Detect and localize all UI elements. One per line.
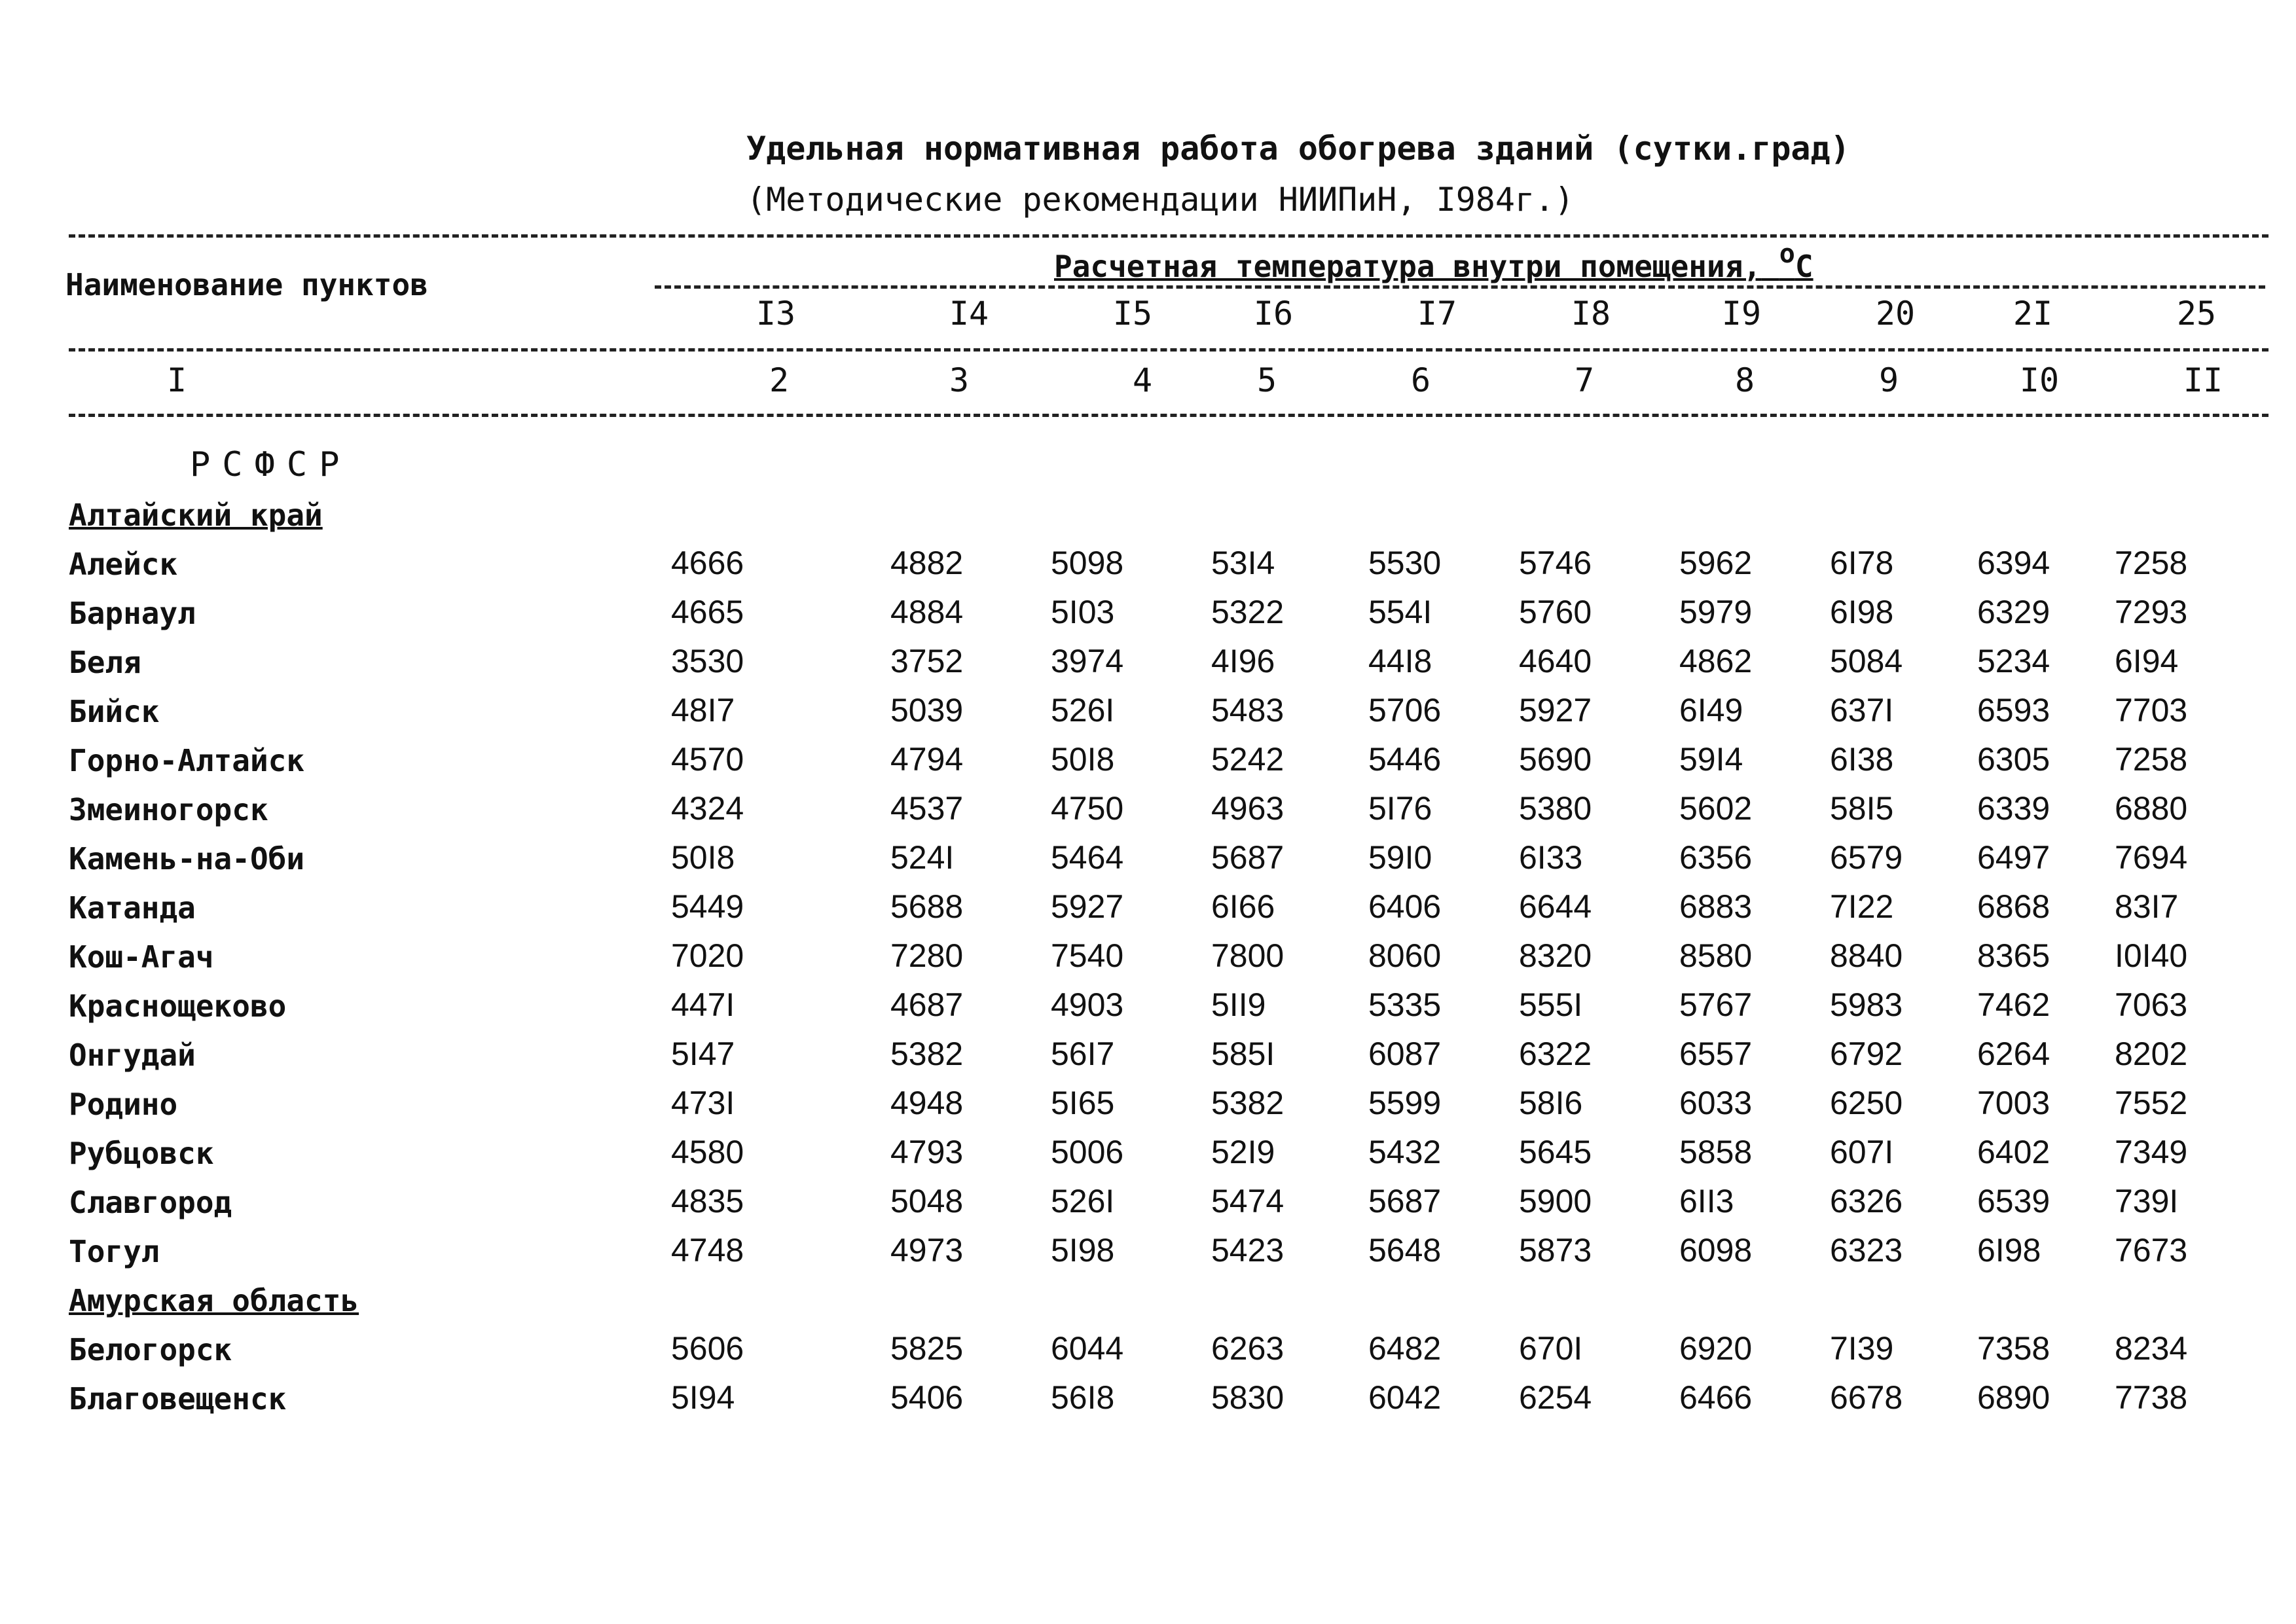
table-cell-value: 8580 [1679,937,1753,974]
table-cell-value: 5746 [1519,545,1592,581]
table-cell-value: 59I4 [1679,741,1743,778]
table-cell-value: 473I [671,1085,735,1121]
table-cell-value: 6406 [1368,888,1442,925]
header-temp-degree: o [1779,239,1795,269]
table-cell-value: 4666 [671,545,744,581]
table-cell-value: 4963 [1211,790,1285,827]
table-cell-value: 5242 [1211,741,1285,778]
table-cell-value: 6920 [1679,1330,1753,1367]
page-title: Удельная нормативная работа обогрева зданий (сутки.град) [746,130,1850,168]
table-cell-value: 585I [1211,1036,1275,1072]
table-cell-value: 5406 [890,1379,964,1416]
table-cell-value: 4794 [890,741,964,778]
header-temp-label [1054,239,1813,284]
column-number-cell: 6 [1410,361,1431,399]
table-cell-value: 53I4 [1211,545,1275,581]
table-cell-value: 4948 [890,1085,964,1121]
table-cell-value: 7293 [2115,594,2188,630]
table-cell-value: 6356 [1679,839,1753,876]
table-cell-value: 4I96 [1211,643,1275,679]
table-cell-value: 554I [1368,594,1432,630]
table-cell-value: 4884 [890,594,964,630]
temperature-header-cell: I6 [1253,295,1294,333]
table-cell-value: 6678 [1830,1379,1903,1416]
table-cell-value: 7020 [671,937,744,974]
table-cell-value: 4903 [1051,986,1124,1023]
table-cell-value: 6579 [1830,839,1903,876]
table-cell-value: 447I [671,986,735,1023]
table-cell-value: 4687 [890,986,964,1023]
table-cell-value: 6394 [1977,545,2050,581]
table-cell-value: 6329 [1977,594,2050,630]
temperature-header-cell: 2I [2013,295,2053,333]
temperature-header-cell: 20 [1875,295,1916,333]
table-cell-value: 5645 [1519,1134,1592,1170]
table-cell-value: 4973 [890,1232,964,1269]
table-cell-value: 59I0 [1368,839,1432,876]
table-cell-value: 5983 [1830,986,1903,1023]
table-cell-value: 5599 [1368,1085,1442,1121]
row-location-name: Рубцовск [69,1136,214,1171]
table-cell-value: 5830 [1211,1379,1285,1416]
table-cell-value: 6482 [1368,1330,1442,1367]
table-cell-value: 6326 [1830,1183,1903,1219]
column-number-cell: 3 [949,361,970,399]
table-cell-value: 5900 [1519,1183,1592,1219]
table-cell-value: 83I7 [2115,888,2179,925]
column-number-cell: 5 [1256,361,1277,399]
table-cell-value: 5I94 [671,1379,735,1416]
header-points-label: Наименование пунктов [65,267,428,302]
table-cell-value: 5I76 [1368,790,1432,827]
section-heading: Алтайский край [69,497,323,533]
table-cell-value: 6305 [1977,741,2050,778]
table-cell-value: 6I38 [1830,741,1894,778]
table-cell-value: 6792 [1830,1036,1903,1072]
table-cell-value: 739I [2115,1183,2179,1219]
table-cell-value: 5825 [890,1330,964,1367]
table-cell-value: 5688 [890,888,964,925]
temperature-header-cell: I5 [1112,295,1153,333]
table-cell-value: 6I33 [1519,839,1583,876]
table-cell-value: 7I22 [1830,888,1894,925]
table-cell-value: 5I65 [1051,1085,1115,1121]
table-cell-value: 5382 [890,1036,964,1072]
row-location-name: Камень-на-Оби [69,841,305,876]
table-cell-value: 5706 [1368,692,1442,729]
table-cell-value: 607I [1830,1134,1894,1170]
table-cell-value: 5606 [671,1330,744,1367]
temperature-header-cell: I8 [1571,295,1611,333]
table-cell-value: 50I8 [1051,741,1115,778]
table-cell-value: 5449 [671,888,744,925]
table-cell-value: 6323 [1830,1232,1903,1269]
table-cell-value: 7I39 [1830,1330,1894,1367]
table-cell-value: 7063 [2115,986,2188,1023]
table-cell-value: 4793 [890,1134,964,1170]
table-cell-value: 7800 [1211,937,1285,974]
table-cell-value: 6497 [1977,839,2050,876]
table-cell-value: 5446 [1368,741,1442,778]
table-cell-value: 7358 [1977,1330,2050,1367]
column-number-cell: II [2183,361,2223,399]
table-cell-value: 4665 [671,594,744,630]
table-cell-value: 5648 [1368,1232,1442,1269]
table-cell-value: 5335 [1368,986,1442,1023]
table-cell-value: 6890 [1977,1379,2050,1416]
table-cell-value: 58I5 [1830,790,1894,827]
column-number-cell: 2 [769,361,790,399]
table-cell-value: 637I [1830,692,1894,729]
header-mid-rule [69,348,2269,352]
table-cell-value: 7280 [890,937,964,974]
table-cell-value: 6II3 [1679,1183,1734,1219]
table-cell-value: 50I8 [671,839,735,876]
table-cell-value: 5I47 [671,1036,735,1072]
table-cell-value: 6593 [1977,692,2050,729]
table-cell-value: 3530 [671,643,744,679]
table-cell-value: 6I98 [1830,594,1894,630]
table-cell-value: 4640 [1519,643,1592,679]
table-cell-value: 6I78 [1830,545,1894,581]
table-cell-value: 4580 [671,1134,744,1170]
table-cell-value: 8234 [2115,1330,2188,1367]
table-cell-value: 5234 [1977,643,2050,679]
header-temp-unit [1779,239,1813,284]
table-cell-value: 5962 [1679,545,1753,581]
header-temp-unit-letter: C [1795,249,1813,284]
table-cell-value: 4750 [1051,790,1124,827]
table-cell-value: 5602 [1679,790,1753,827]
table-cell-value: 4835 [671,1183,744,1219]
table-cell-value: 6883 [1679,888,1753,925]
table-cell-value: 5760 [1519,594,1592,630]
table-cell-value: 6I94 [2115,643,2179,679]
table-cell-value: 4862 [1679,643,1753,679]
table-cell-value: 4570 [671,741,744,778]
table-cell-value: 6402 [1977,1134,2050,1170]
table-cell-value: 5927 [1051,888,1124,925]
table-cell-value: 44I8 [1368,643,1432,679]
table-cell-value: 3752 [890,643,964,679]
table-cell-value: 4882 [890,545,964,581]
table-cell-value: 6868 [1977,888,2050,925]
table-cell-value: 7258 [2115,741,2188,778]
table-cell-value: 5322 [1211,594,1285,630]
temp-group-rule [655,285,2265,289]
table-cell-value: 7738 [2115,1379,2188,1416]
table-cell-value: 526I [1051,692,1115,729]
table-cell-value: 5474 [1211,1183,1285,1219]
table-cell-value: 4748 [671,1232,744,1269]
header-bottom-rule [69,414,2269,417]
table-cell-value: 8320 [1519,937,1592,974]
column-number-cell: 4 [1132,361,1153,399]
table-cell-value: 8202 [2115,1036,2188,1072]
column-number-cell: 8 [1734,361,1755,399]
table-cell-value: 6466 [1679,1379,1753,1416]
table-cell-value: 58I6 [1519,1085,1583,1121]
table-cell-value: 7703 [2115,692,2188,729]
table-cell-value: 48I7 [671,692,735,729]
temperature-header-cell: I9 [1721,295,1762,333]
table-cell-value: 6644 [1519,888,1592,925]
table-cell-value: 5006 [1051,1134,1124,1170]
table-cell-value: 6042 [1368,1379,1442,1416]
table-cell-value: 5464 [1051,839,1124,876]
table-cell-value: 8060 [1368,937,1442,974]
row-location-name: Онгудай [69,1038,196,1073]
table-cell-value: 7258 [2115,545,2188,581]
row-location-name: Бийск [69,694,160,729]
row-location-name: Беля [69,645,141,680]
row-location-name: Барнаул [69,596,196,631]
row-location-name: Алейск [69,547,178,582]
row-location-name: Славгород [69,1185,232,1220]
table-cell-value: 5I98 [1051,1232,1115,1269]
table-cell-value: 6254 [1519,1379,1592,1416]
table-cell-value: 5687 [1368,1183,1442,1219]
row-location-name: Тогул [69,1234,160,1269]
table-cell-value: 555I [1519,986,1583,1023]
row-location-name: Катанда [69,890,196,926]
table-cell-value: 3974 [1051,643,1124,679]
table-cell-value: 5483 [1211,692,1285,729]
table-cell-value: 8840 [1830,937,1903,974]
table-cell-value: 6539 [1977,1183,2050,1219]
table-cell-value: 5423 [1211,1232,1285,1269]
table-cell-value: 7003 [1977,1085,2050,1121]
table-cell-value: 7462 [1977,986,2050,1023]
row-location-name: Горно-Алтайск [69,743,305,778]
table-cell-value: 6557 [1679,1036,1753,1072]
table-cell-value: 6250 [1830,1085,1903,1121]
table-cell-value: 6I66 [1211,888,1275,925]
table-cell-value: 56I8 [1051,1379,1115,1416]
row-location-name: Кош-Агач [69,939,214,975]
row-location-name: Белогорск [69,1332,232,1367]
table-cell-value: 5858 [1679,1134,1753,1170]
column-number-cell: 7 [1574,361,1595,399]
row-location-name: Благовещенск [69,1381,287,1416]
table-cell-value: 8365 [1977,937,2050,974]
table-cell-value: 5530 [1368,545,1442,581]
temperature-header-cell: I3 [756,295,796,333]
row-location-name: Краснощеково [69,988,287,1024]
table-cell-value: 5687 [1211,839,1285,876]
table-cell-value: 5048 [890,1183,964,1219]
table-top-rule [69,234,2269,238]
table-cell-value: 5767 [1679,986,1753,1023]
table-cell-value: 6264 [1977,1036,2050,1072]
table-cell-value: 5873 [1519,1232,1592,1269]
table-cell-value: 524I [890,839,955,876]
table-cell-value: 52I9 [1211,1134,1275,1170]
temperature-header-cell: I4 [949,295,989,333]
table-cell-value: 5380 [1519,790,1592,827]
table-cell-value: 5I03 [1051,594,1115,630]
table-cell-value: 56I7 [1051,1036,1115,1072]
table-cell-value: 5927 [1519,692,1592,729]
table-cell-value: 5690 [1519,741,1592,778]
table-cell-value: 6044 [1051,1330,1124,1367]
table-cell-value: 5382 [1211,1085,1285,1121]
table-cell-value: 7552 [2115,1085,2188,1121]
table-cell-value: 5979 [1679,594,1753,630]
temperature-header-cell: I7 [1417,295,1457,333]
table-cell-value: 5098 [1051,545,1124,581]
table-cell-value: 4324 [671,790,744,827]
row-location-name: Змеиногорск [69,792,268,827]
table-cell-value: 6322 [1519,1036,1592,1072]
section-heading: Амурская область [69,1283,359,1318]
table-cell-value: 7673 [2115,1232,2188,1269]
temperature-header-cell: 25 [2176,295,2217,333]
table-cell-value: 5II9 [1211,986,1266,1023]
table-cell-value: 6339 [1977,790,2050,827]
country-label: РСФСР [190,445,352,484]
column-number-cell: I [166,361,187,399]
table-cell-value: 6I49 [1679,692,1743,729]
table-cell-value: 5084 [1830,643,1903,679]
row-location-name: Родино [69,1087,178,1122]
column-number-cell: I0 [2019,361,2060,399]
table-cell-value: 6I98 [1977,1232,2041,1269]
table-cell-value: 6087 [1368,1036,1442,1072]
column-number-cell: 9 [1878,361,1899,399]
table-cell-value: I0I40 [2115,937,2188,974]
table-cell-value: 5432 [1368,1134,1442,1170]
header-temp-text: Расчетная температура внутри помещения, [1054,249,1762,284]
page-subtitle: (Методические рекомендации НИИПиН, I984г.) [746,181,1575,219]
table-cell-value: 6098 [1679,1232,1753,1269]
table-cell-value: 670I [1519,1330,1583,1367]
table-cell-value: 6263 [1211,1330,1285,1367]
table-cell-value: 5039 [890,692,964,729]
table-cell-value: 526I [1051,1183,1115,1219]
table-cell-value: 6880 [2115,790,2188,827]
table-cell-value: 7694 [2115,839,2188,876]
table-cell-value: 7540 [1051,937,1124,974]
table-cell-value: 4537 [890,790,964,827]
table-cell-value: 6033 [1679,1085,1753,1121]
table-cell-value: 7349 [2115,1134,2188,1170]
